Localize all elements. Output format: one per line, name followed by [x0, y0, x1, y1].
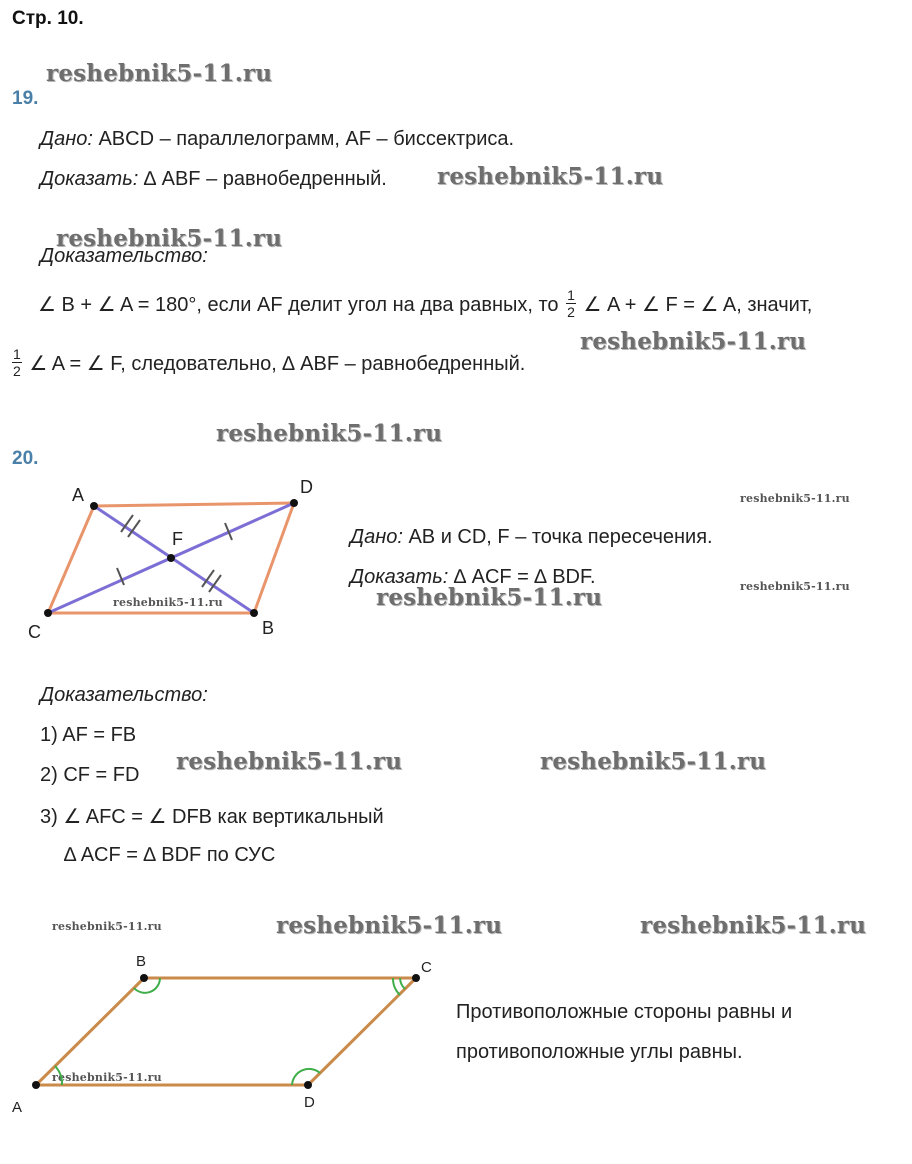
point-d: [290, 499, 298, 507]
proof-text: ∠ B + ∠ A = 180°, если AF делит угол на два равных, то: [38, 293, 559, 316]
proof-step: 3) ∠ AFC = ∠ DFB как вертикальный: [40, 806, 384, 828]
prove-label: Доказать:: [350, 566, 449, 588]
task20-prove: [350, 566, 596, 589]
watermark: reshebnik5-11.ru: [52, 1071, 162, 1084]
point-b: [250, 609, 258, 617]
label-f: F: [172, 529, 183, 549]
label-d: D: [300, 477, 313, 497]
task19-proof-label: Доказательство:: [40, 245, 208, 267]
given-text: AB и CD, F – точка пересечения.: [408, 526, 713, 548]
prove-label: Доказать:: [40, 168, 139, 190]
watermark: reshebnik5-11.ru: [740, 492, 850, 505]
point-c: [44, 609, 52, 617]
task-number-19: 19.: [12, 88, 39, 109]
label-c: C: [421, 959, 432, 976]
point-d: [304, 1081, 312, 1089]
label-b: B: [136, 953, 147, 970]
watermark: reshebnik5-11.ru: [52, 920, 162, 933]
side-ad: [94, 503, 294, 506]
given-label: Дано:: [40, 128, 93, 150]
watermark: reshebnik5-11.ru: [740, 580, 850, 593]
task19-prove: [40, 168, 387, 191]
watermark: reshebnik5-11.ru: [437, 163, 664, 190]
task-number-20: 20.: [12, 448, 39, 469]
point-a: [32, 1081, 40, 1089]
label-c: C: [28, 622, 41, 642]
label-a: A: [72, 485, 85, 505]
side-ab: [36, 978, 144, 1085]
watermark: reshebnik5-11.ru: [276, 912, 503, 939]
watermark: reshebnik5-11.ru: [176, 748, 403, 775]
watermark: reshebnik5-11.ru: [46, 60, 273, 87]
page-title: Стр. 10.: [12, 8, 84, 29]
given-label: Дано:: [350, 526, 403, 548]
bottom-text-line1: Противоположные стороны равны и: [456, 1001, 793, 1023]
fraction-half: $\frac{1}{2}$: [13, 346, 21, 379]
watermark: reshebnik5-11.ru: [540, 748, 767, 775]
prove-text: ∆ ABF – равнобедренный.: [143, 168, 387, 190]
task19-given: [40, 128, 514, 151]
label-a: A: [12, 1099, 23, 1116]
given-text: ABCD – параллелограмм, AF – биссектриса.: [98, 128, 515, 150]
proof-step: 2) CF = FD: [40, 764, 140, 786]
prove-text: ∆ ACF = ∆ BDF.: [453, 566, 596, 588]
watermark: reshebnik5-11.ru: [56, 225, 283, 252]
watermark: reshebnik5-11.ru: [216, 420, 443, 447]
task20-figure: [0, 470, 340, 650]
fraction-half: $\frac{1}{2}$: [567, 287, 575, 320]
bottom-text-line2: противоположные углы равны.: [456, 1041, 743, 1063]
task19-proof-line1: [38, 289, 812, 322]
point-b: [140, 974, 148, 982]
watermark: reshebnik5-11.ru: [580, 328, 807, 355]
proof-step: 1) AF = FB: [40, 724, 137, 746]
point-a: [90, 502, 98, 510]
watermark: reshebnik5-11.ru: [113, 596, 223, 609]
proof-text: ∠ A + ∠ F = ∠ A, значит,: [583, 293, 813, 316]
proof-conclusion: ∆ ACF = ∆ BDF по СУС: [64, 844, 276, 866]
proof-text: ∠ A = ∠ F, следовательно, ∆ ABF – равнобедренный.: [29, 352, 526, 375]
point-c: [412, 974, 420, 982]
angle-marks: [55, 978, 405, 1085]
equal-marks: [117, 515, 232, 592]
task19-proof-line2: [10, 348, 525, 381]
task20-given: [350, 526, 713, 549]
label-b: B: [262, 618, 275, 638]
label-d: D: [304, 1094, 315, 1111]
watermark: reshebnik5-11.ru: [376, 584, 603, 611]
bottom-figure: [0, 950, 450, 1130]
point-f: [167, 554, 175, 562]
task20-proof-label: Доказательство:: [40, 684, 208, 706]
watermark: reshebnik5-11.ru: [640, 912, 867, 939]
